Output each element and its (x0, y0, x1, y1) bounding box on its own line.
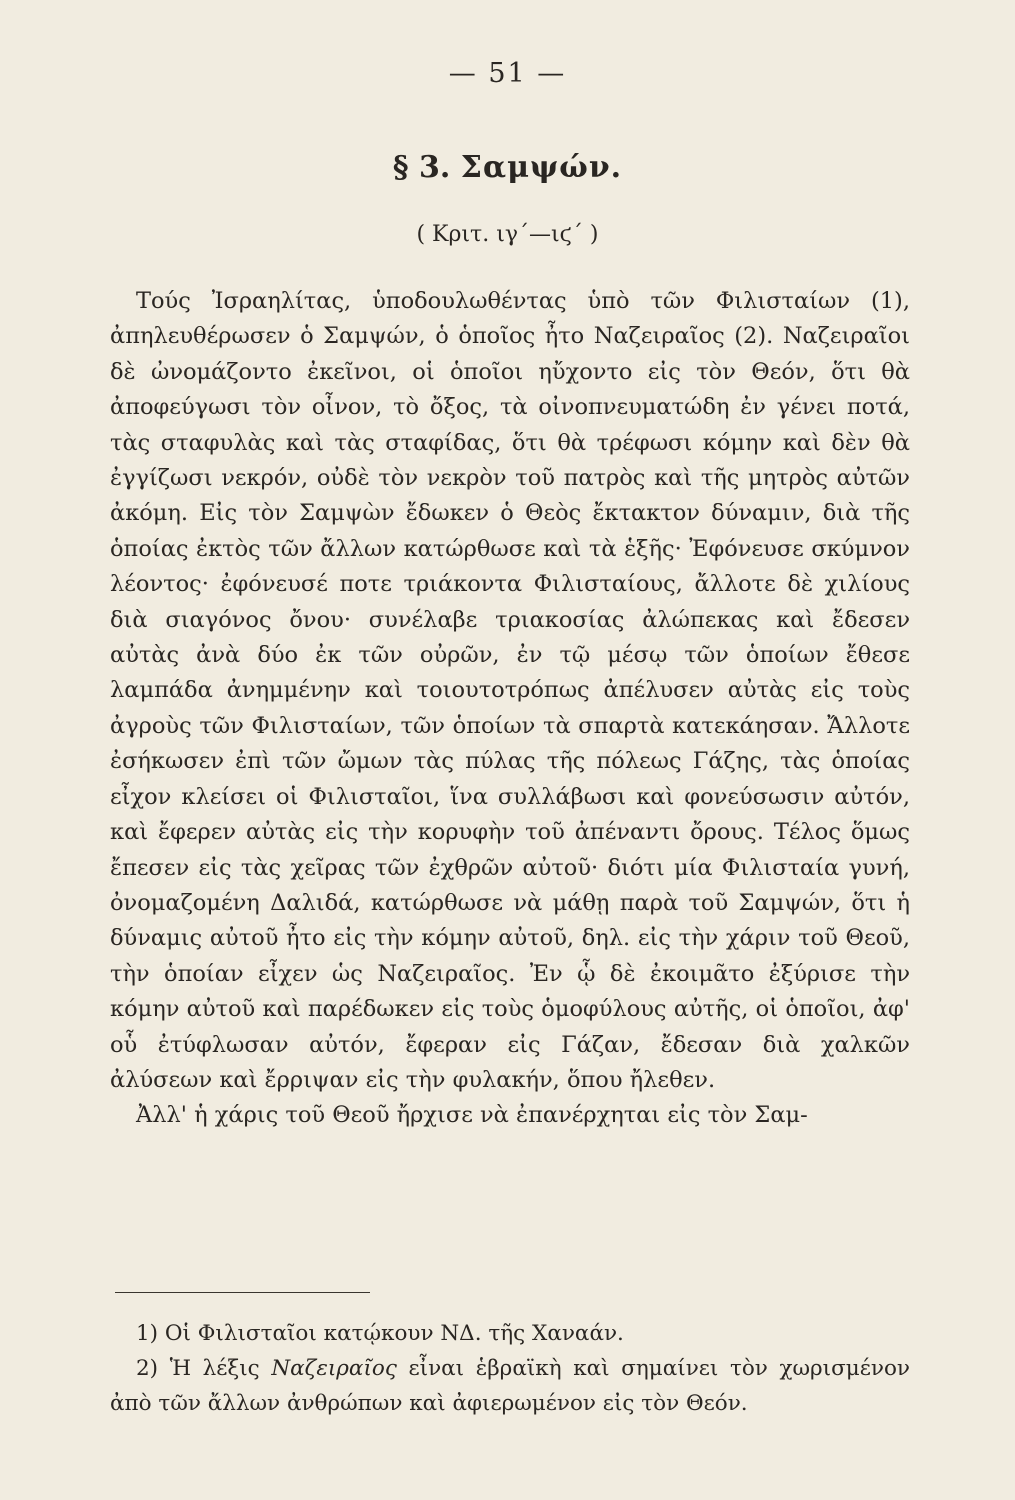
footnote-divider (115, 1292, 370, 1293)
footnotes (110, 1316, 910, 1421)
section-heading (0, 150, 1015, 185)
footnote-2 (110, 1351, 910, 1421)
body-text (110, 284, 910, 1134)
page-number: — 51 — (448, 58, 567, 89)
footnote-1: 1) Οἱ Φιλισταῖοι κατῴκουν ΝΔ. τῆς Χαναάν. (136, 1321, 624, 1346)
footnote-2-text: εἶναι ἑβραϊκὴ καὶ σημαίνει τὸν χωρισμένον ἀπὸ τῶν ἄλλων ἀνθρώπων καὶ ἀφιερωμένον εἰς τὸν Θεόν. (110, 1356, 910, 1416)
paragraph: Τούς Ἰσραηλίτας, ὑποδουλωθέντας ὑπὸ τῶν Φιλισταίων (1), ἀπηλευθέρωσεν ὁ Σαμψών, ὁ ὁποῖος ἦτο Ναζειραῖος (2). Ναζειραῖοι δὲ ὠνομάζοντο ἐκεῖνοι, οἱ ὁποῖοι ηὔχοντο εἰς τὸν Θεόν, ὅτι θὰ ἀποφεύγωσι τὸν οἶνον, τὸ ὄξος, τὰ οἰνοπνευματώδη ἐν γένει ποτά, τὰς σταφυλὰς καὶ τὰς σταφίδας, ὅτι θὰ τρέφωσι κόμην καὶ δὲν θὰ ἐγγίζωσι νεκρόν, οὐδὲ τὸν νεκρὸν τοῦ πατρὸς καὶ τῆς μητρὸς αὐτῶν ἀκόμη. Εἰς τὸν Σαμψὼν ἔδωκεν ὁ Θεὸς ἔκτακτον δύναμιν, διὰ τῆς ὁποίας ἐκτὸς τῶν ἄλλων κατώρθωσε καὶ τὰ ἑξῆς· Ἐφόνευσε σκύμνον λέοντος· ἐφόνευσέ ποτε τριάκοντα Φιλισταίους, ἄλλοτε δὲ χιλίους διὰ σιαγόνος ὄνου· συνέλαβε τριακοσίας ἀλώπεκας καὶ ἔδεσεν αὐτὰς ἀνὰ δύο ἐκ τῶν οὐρῶν, ἐν τῷ μέσῳ τῶν ὁποίων ἔθεσε λαμπάδα ἀνημμένην καὶ τοιουτοτρόπως ἀπέλυσεν αὐτὰς εἰς τοὺς ἀγροὺς τῶν Φιλισταίων, τῶν ὁποίων τὰ σπαρτὰ κατεκάησαν. Ἄλλοτε ἐσήκωσεν ἐπὶ τῶν ὤμων τὰς πύλας τῆς πόλεως Γάζης, τὰς ὁποίας εἶχον κλείσει οἱ Φιλισταῖοι, ἵνα συλλάβωσι καὶ φονεύσωσιν αὐτόν, καὶ ἔφερεν αὐτὰς εἰς τὴν κορυφὴν τοῦ ἀπέναντι ὄρους. Τέλος ὅμως ἔπεσεν εἰς τὰς χεῖρας τῶν ἐχθρῶν αὐτοῦ· διότι μία Φιλισταία γυνή, ὀνομαζομένη Δαλιδά, κατώρθωσε νὰ μάθῃ παρὰ τοῦ Σαμψών, ὅτι ἡ δύναμις αὐτοῦ ἦτο εἰς τὴν κόμην αὐτοῦ, δηλ. εἰς τὴν χάριν τοῦ Θεοῦ, τὴν ὁποίαν εἶχεν ὡς Ναζειραῖος. Ἐν ᾧ δὲ ἐκοιμᾶτο ἐξύρισε τὴν κόμην αὐτοῦ καὶ παρέδωκεν εἰς τοὺς ὁμοφύλους αὐτῆς, οἱ ὁποῖοι, ἀφ' οὗ ἐτύφλωσαν αὐτόν, ἔφεραν εἰς Γάζαν, ἔδεσαν διὰ χαλκῶν ἀλύσεων καὶ ἔρριψαν εἰς τὴν φυλακήν, ὅπου ἤλεθεν. (110, 288, 910, 1093)
footnote-2-prefix: 2) Ἡ λέξις (136, 1356, 260, 1381)
section-title: Σαμψών. (460, 150, 623, 185)
footnote-2-term: Ναζειραῖος (271, 1356, 397, 1381)
scripture-reference: ( Κριτ. ιγ΄—ιϛ΄ ) (416, 222, 599, 247)
paragraph: Ἀλλ' ἡ χάρις τοῦ Θεοῦ ἤρχισε νὰ ἐπανέρχηται εἰς τὸν Σαμ- (136, 1102, 808, 1129)
section-marker: § 3. (392, 150, 451, 185)
